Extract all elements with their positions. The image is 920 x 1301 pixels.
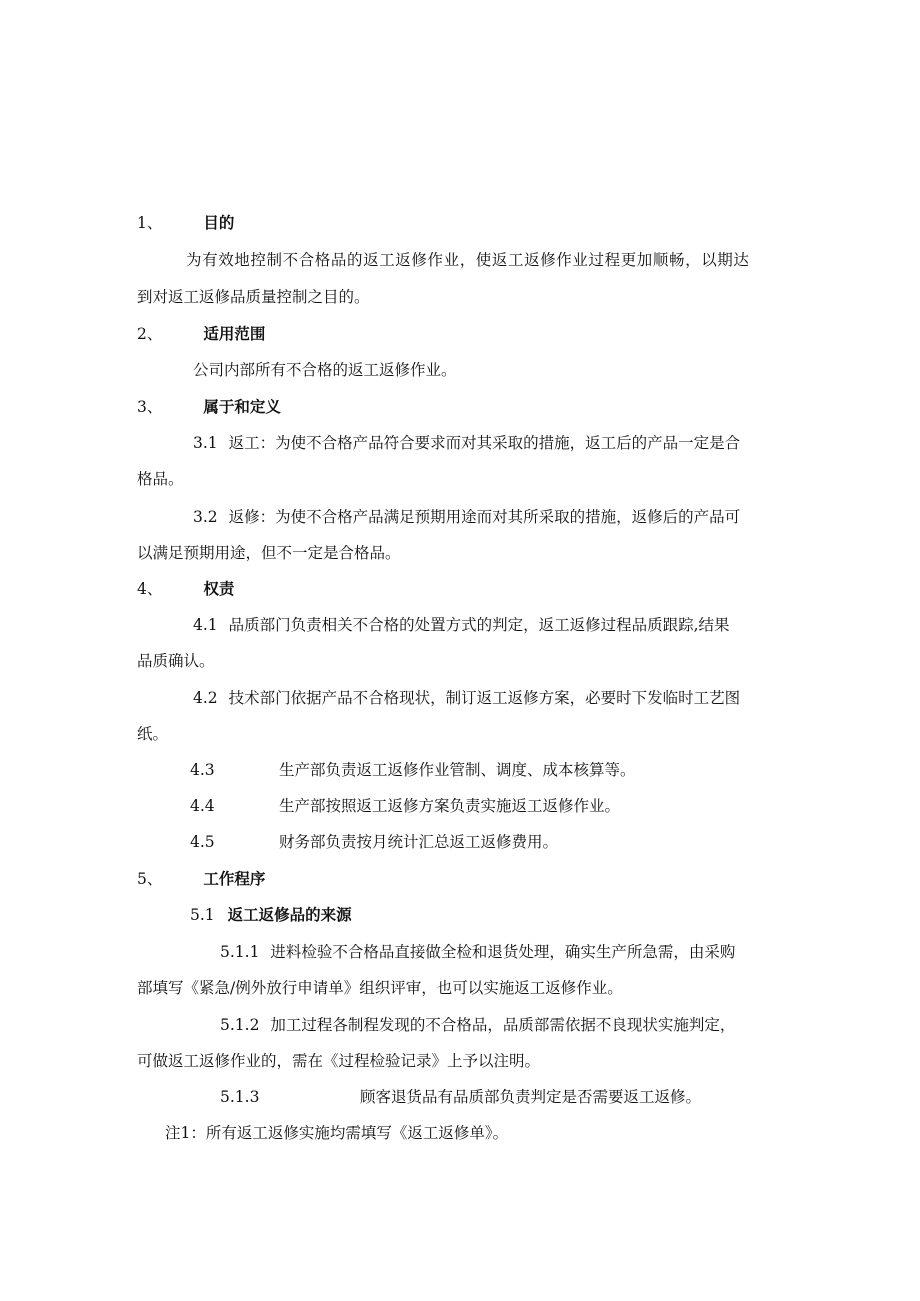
section-number: 2、 bbox=[137, 325, 163, 343]
section-number: 5、 bbox=[137, 870, 163, 888]
section-5-heading bbox=[137, 868, 265, 890]
item-number: 5.1.3 bbox=[220, 1088, 260, 1106]
section-title: 权责 bbox=[203, 580, 235, 598]
responsibility-item-4-1 bbox=[193, 614, 730, 636]
paragraph-line: 纸。 bbox=[137, 725, 169, 743]
item-number: 5.1.2 bbox=[220, 1016, 260, 1034]
item-text: 生产部负责返工返修作业管制、调度、成本核算等。 bbox=[278, 761, 636, 779]
section-title: 属于和定义 bbox=[203, 398, 281, 416]
section-title: 工作程序 bbox=[203, 870, 266, 888]
item-number: 4.5 bbox=[190, 833, 215, 851]
note: 注1：所有返工返修实施均需填写《返工返修单》。 bbox=[165, 1124, 509, 1142]
subsection-title: 返工返修品的来源 bbox=[227, 906, 352, 924]
item-text: 进料检验不合格品直接做全检和退货处理，确实生产所急需，由采购 bbox=[270, 943, 736, 961]
section-title: 目的 bbox=[203, 214, 235, 232]
item-number: 5.1.1 bbox=[220, 943, 260, 961]
paragraph-line: 品质确认。 bbox=[137, 652, 215, 670]
item-number: 3.2 bbox=[193, 508, 218, 526]
item-text: 返修：为使不合格产品满足预期用途而对其所采取的措施，返修后的产品可 bbox=[228, 508, 741, 526]
procedure-item-5-1-1 bbox=[220, 941, 735, 963]
paragraph-line: 可做返工返修作业的，需在《过程检验记录》上予以注明。 bbox=[137, 1052, 541, 1070]
item-text: 加工过程各制程发现的不合格品，品质部需依据不良现状实施判定， bbox=[270, 1016, 736, 1034]
item-text: 品质部门负责相关不合格的处置方式的判定，返工返修过程品质跟踪,结果 bbox=[228, 616, 730, 634]
paragraph-line: 公司内部所有不合格的返工返修作业。 bbox=[193, 361, 457, 379]
item-text: 生产部按照返工返修方案负责实施返工返修作业。 bbox=[278, 797, 620, 815]
item-number: 4.3 bbox=[190, 761, 215, 779]
item-number: 4.4 bbox=[190, 797, 215, 815]
item-text: 技术部门依据产品不合格现状，制订返工返修方案，必要时下发临时工艺图 bbox=[228, 689, 741, 707]
section-number: 4、 bbox=[137, 580, 163, 598]
paragraph-line: 以满足预期用途，但不一定是合格品。 bbox=[137, 544, 401, 562]
subsection-number: 5.1 bbox=[190, 906, 215, 924]
item-text: 返工：为使不合格产品符合要求而对其采取的措施，返工后的产品一定是合 bbox=[228, 434, 741, 452]
section-4-heading bbox=[137, 578, 234, 600]
section-number: 1、 bbox=[137, 214, 163, 232]
item-number: 4.2 bbox=[193, 689, 218, 707]
paragraph-line: 部填写《紧急/例外放行申请单》组织评审，也可以实施返工返修作业。 bbox=[137, 979, 623, 997]
section-number: 3、 bbox=[137, 398, 163, 416]
section-title: 适用范围 bbox=[203, 325, 266, 343]
paragraph-line: 格品。 bbox=[137, 470, 184, 488]
procedure-item-5-1-3 bbox=[220, 1086, 701, 1108]
definition-item-3-2 bbox=[193, 506, 740, 528]
item-number: 3.1 bbox=[193, 434, 218, 452]
section-3-heading bbox=[137, 396, 281, 418]
responsibility-item-4-4 bbox=[190, 795, 620, 817]
paragraph-line: 到对返工返修品质量控制之目的。 bbox=[137, 288, 370, 306]
item-number: 4.1 bbox=[193, 616, 218, 634]
subsection-5-1-heading bbox=[190, 904, 352, 926]
item-text: 财务部负责按月统计汇总返工返修费用。 bbox=[278, 833, 558, 851]
definition-item-3-1 bbox=[193, 432, 740, 454]
responsibility-item-4-2 bbox=[193, 687, 740, 709]
procedure-item-5-1-2 bbox=[220, 1014, 735, 1036]
responsibility-item-4-3 bbox=[190, 759, 635, 781]
item-text: 顾客退货品有品质部负责判定是否需要返工返修。 bbox=[359, 1088, 701, 1106]
paragraph-line: 为有效地控制不合格品的返工返修作业，使返工返修作业过程更加顺畅，以期达 bbox=[186, 251, 750, 269]
responsibility-item-4-5 bbox=[190, 831, 558, 853]
section-1-heading bbox=[137, 212, 234, 234]
section-2-heading bbox=[137, 323, 265, 345]
